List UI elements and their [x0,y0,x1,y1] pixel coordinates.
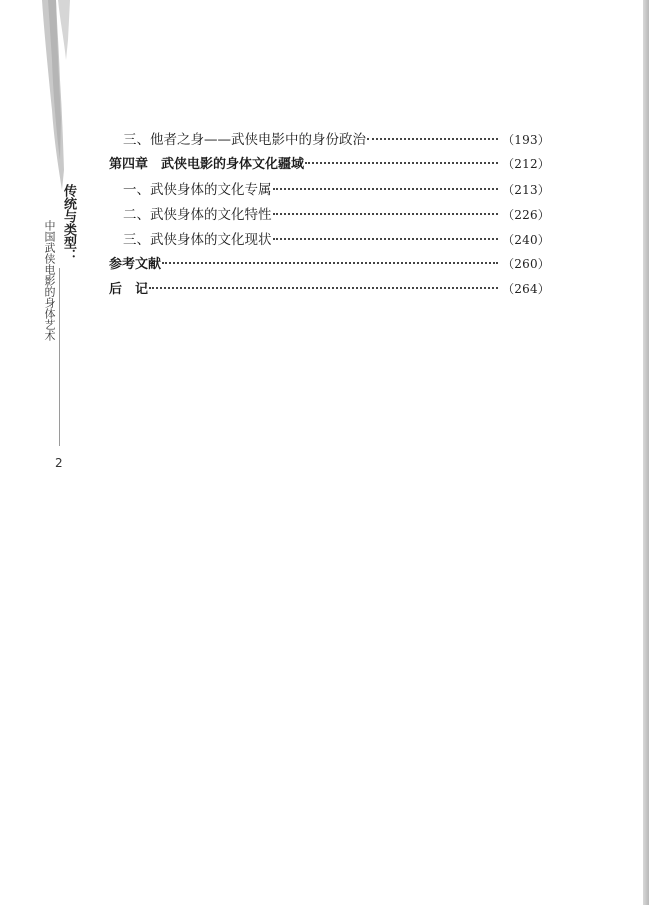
running-title-main: 传统与类型： [61,184,76,262]
leader-dots [305,161,498,164]
toc-chapter[interactable] [109,253,550,278]
leader-dots [149,286,498,289]
table-of-contents [109,128,550,303]
toc-entry-title: 三、他者之身——武侠电影中的身份政治 [123,132,366,148]
toc-entry-page: （260） [502,257,550,271]
leader-dots [273,212,499,215]
toc-entry-title: 第四章 武侠电影的身体文化疆域 [109,157,305,172]
toc-entry-page: （240） [502,233,550,247]
toc-chapter[interactable] [109,278,550,303]
toc-entry[interactable] [109,203,550,228]
toc-entry-page: （193） [502,133,550,147]
brush-stroke-decoration [30,0,90,200]
running-title-sub: 中国武侠电影的身体艺术 [43,220,56,341]
toc-entry-title: 参考文献 [109,257,162,272]
leader-dots [273,237,499,240]
toc-chapter[interactable] [109,153,550,178]
page-edge-shadow [643,0,649,905]
toc-entry-title: 二、武侠身体的文化特性 [123,207,272,223]
leader-dots [273,187,499,190]
toc-entry-title: 三、武侠身体的文化现状 [123,232,272,248]
toc-entry[interactable] [109,178,550,203]
leader-dots [162,261,498,264]
page-number: 2 [55,456,63,470]
toc-entry[interactable] [109,228,550,253]
toc-entry-title: 后 记 [109,282,149,297]
toc-entry-page: （226） [502,208,550,222]
leader-dots [367,137,498,140]
toc-entry-title: 一、武侠身体的文化专属 [123,182,272,198]
toc-entry-page: （213） [502,183,550,197]
toc-entry-page: （212） [502,157,550,171]
vertical-rule [59,268,60,446]
toc-entry[interactable] [109,128,550,153]
toc-entry-page: （264） [502,282,550,296]
